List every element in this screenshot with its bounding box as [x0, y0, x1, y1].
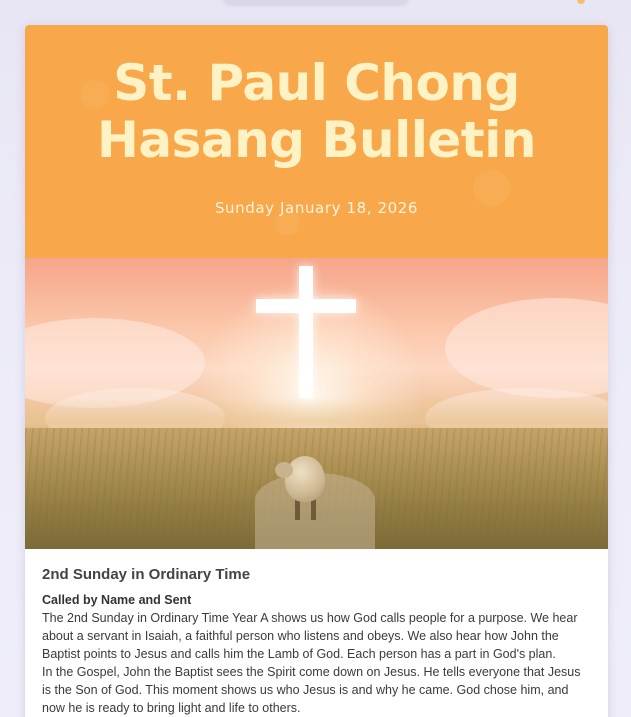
bulletin-header	[25, 25, 608, 258]
bulletin-date: Sunday January 18, 2026	[214, 199, 419, 217]
cross-icon	[256, 266, 356, 398]
lamb-figure	[271, 446, 341, 526]
top-tab	[222, 0, 410, 4]
bulletin-card	[25, 25, 608, 717]
article-content	[25, 549, 608, 717]
article-subheading: Called by Name and Sent	[42, 593, 192, 607]
corner-decoration	[577, 0, 585, 4]
article-paragraph: In the Gospel, John the Baptist sees the Spirit come down on Jesus. He tells everyone that Jesus is the Son of God. This moment shows us who Jesus is and why he came. God chose him, and now he is ready to bring light and life to others.	[42, 665, 581, 715]
article-paragraph: The 2nd Sunday in Ordinary Time Year A shows us how God calls people for a purpose. We hear about a servant in Isaiah, a faithful person who listens and obeys. We also hear how John the Baptist points to Jesus and calls him the Lamb of God. Each person has a part in God's plan.	[42, 611, 578, 661]
section-title: 2nd Sunday in Ordinary Time	[42, 566, 251, 583]
bulletin-title: St. Paul Chong Hasang Bulletin	[97, 54, 536, 169]
hero-image	[25, 258, 608, 549]
